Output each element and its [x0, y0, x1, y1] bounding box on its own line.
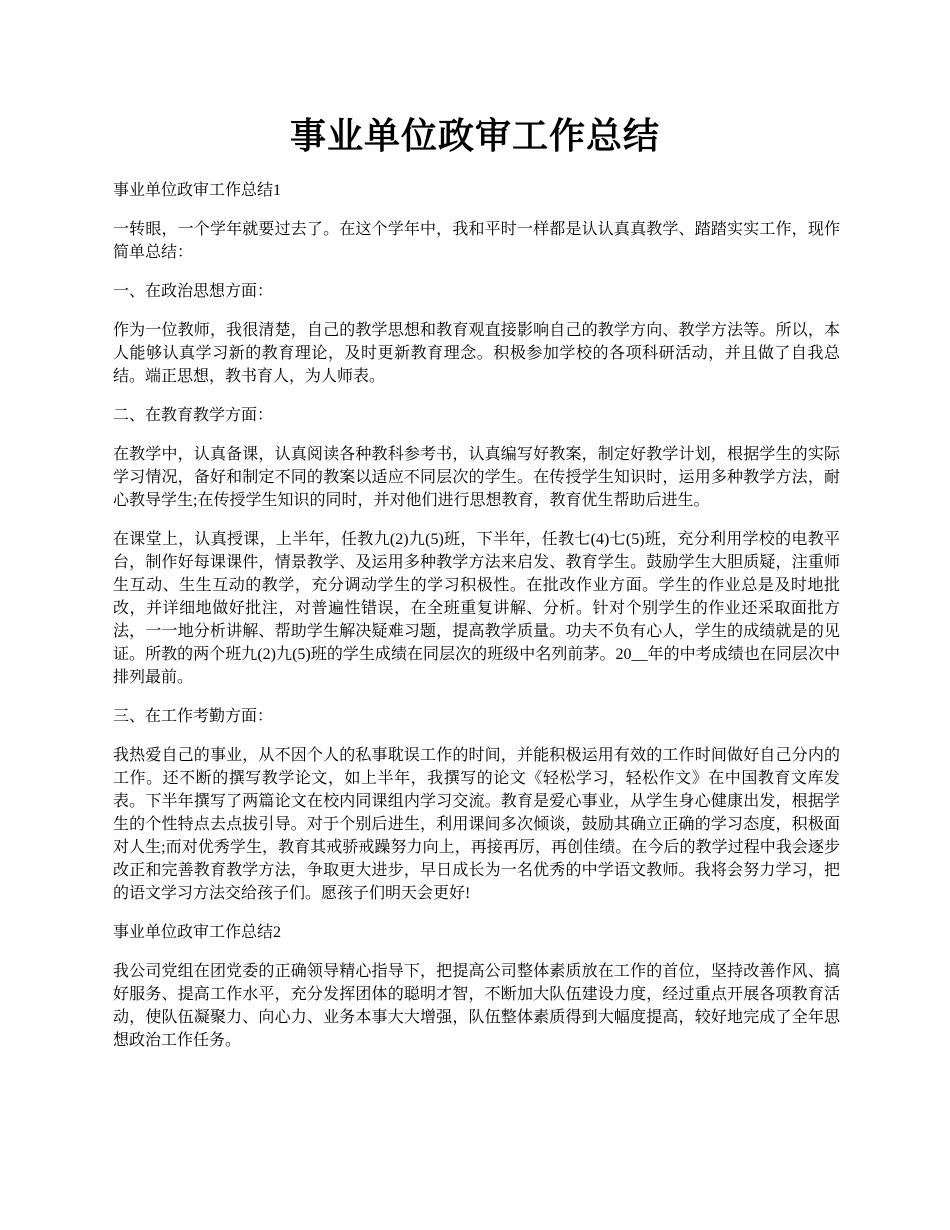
document-body: [113, 179, 840, 1068]
subsection-heading-teaching: 二、在教育教学方面：: [113, 407, 274, 424]
section-heading-1: 事业单位政审工作总结1: [113, 182, 282, 199]
body-paragraph: 我公司党组在团党委的正确领导精心指导下，把提高公司整体素质放在工作的首位，坚持改善作风、搞好服务、提高工作水平，充分发挥团体的聪明才智，不断加大队伍建设力度，经过重点开展各项教育活动，使队伍凝聚力、向心力、业务本事大大增强，队伍整体素质得到大幅度提高，较好地完成了全年思想政治工作任务。: [113, 963, 840, 1049]
document-title: 事业单位政审工作总结: [289, 116, 660, 156]
section-heading-2: 事业单位政审工作总结2: [113, 924, 282, 941]
subsection-heading-political: 一、在政治思想方面：: [113, 283, 274, 300]
body-paragraph: 作为一位教师，我很清楚，自己的教学思想和教育观直接影响自己的教学方向、教学方法等。所以，本人能够认真学习新的教育理论，及时更新教育理念。积极参加学校的各项科研活动，并且做了自我总结。端正思想，教书育人，为人师表。: [113, 322, 840, 385]
body-paragraph: 在课堂上，认真授课，上半年，任教九(2)九(5)班，下半年，任教七(4)七(5)班，充分利用学校的电教平台，制作好每课课件，情景教学、及运用多种教学方法来启发、教育学生。鼓励学生大胆质疑，注重师生互动、生生互动的教学，充分调动学生的学习积极性。在批改作业方面。学生的作业总是及时地批改，并详细地做好批注，对普遍性错误，在全班重复讲解、分析。针对个别学生的作业还采取面批方法，一一地分析讲解、帮助学生解决疑难习题，提高教学质量。功夫不负有心人，学生的成绩就是的见证。所教的两个班九(2)九(5)班的学生成绩在同层次的班级中名列前茅。20__年的中考成绩也在同层次中排列最前。: [113, 531, 840, 686]
body-paragraph: 一转眼，一个学年就要过去了。在这个学年中，我和平时一样都是认认真真教学、踏踏实实工作，现作简单总结：: [113, 221, 840, 261]
subsection-heading-attendance: 三、在工作考勤方面：: [113, 708, 274, 725]
body-paragraph: 我热爱自己的事业，从不因个人的私事耽误工作的时间，并能积极运用有效的工作时间做好自己分内的工作。还不断的撰写教学论文，如上半年，我撰写的论文《轻松学习，轻松作文》在中国教育文库发表。下半年撰写了两篇论文在校内同课组内学习交流。教育是爱心事业，从学生身心健康出发，根据学生的个性特点去点拔引导。对于个别后进生，利用课间多次倾谈，鼓励其确立正确的学习态度，积极面对人生;而对优秀学生，教育其戒骄戒躁努力向上，再接再厉，再创佳绩。在今后的教学过程中我会逐步改正和完善教育教学方法，争取更大进步，早日成长为一名优秀的中学语文教师。我将会努力学习，把的语文学习方法交给孩子们。愿孩子们明天会更好!: [113, 747, 840, 902]
body-paragraph: 在教学中，认真备课，认真阅读各种教科参考书，认真编写好教案，制定好教学计划，根据学生的实际学习情况，备好和制定不同的教案以适应不同层次的学生。在传授学生知识时，运用多种教学方法，耐心教导学生;在传授学生知识的同时，并对他们进行思想教育，教育优生帮助后进生。: [113, 446, 840, 509]
